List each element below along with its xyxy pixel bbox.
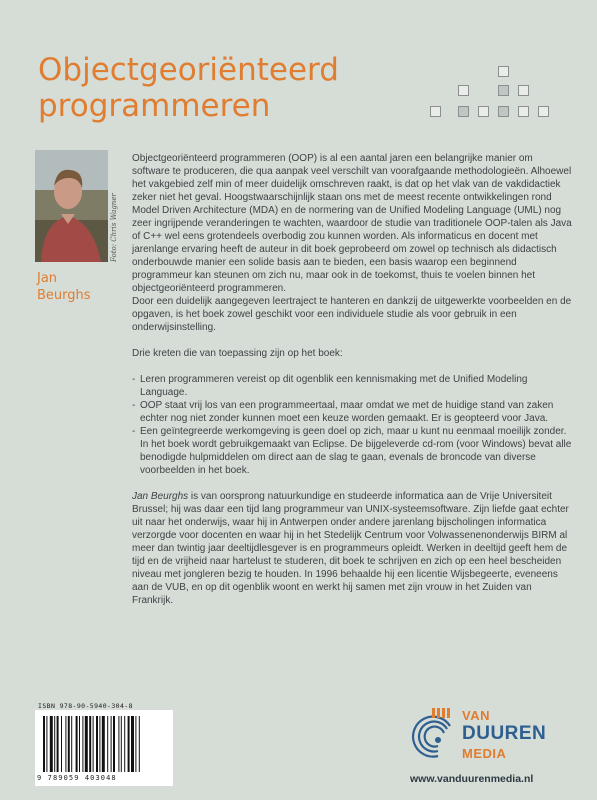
back-cover-text — [132, 152, 572, 607]
barcode-digits: 9 789059 403048 — [37, 774, 117, 782]
bullet-list — [132, 373, 572, 477]
photo-credit: Foto: Chris Wagner — [110, 193, 118, 262]
bullet-item: - OOP staat vrij los van een programmeertaal, maar omdat we met de huidige stand van zaken echter nog niet zonder kunnen moet een keuze worden gemaakt. Er is geopteerd voor Java. — [132, 399, 572, 425]
publisher-swirl-icon — [410, 706, 460, 764]
intro-paragraph: Objectgeoriënteerd programmeren (OOP) is al een aantal jaren een belangrijke manier om software te produceren, die qua aanpak veel verschilt van voorafgaande methodologieën. Alhoewel het vakgebied zelf min of meer duidelijk omschreven raakt, is dat op het vlak van de vakdidactiek zeker niet het geval. Hoogstwaarschijnlijk staan ons met de meest recente ontwikkelingen rond Model Driven Architecture (MDA) en de normering van de Unified Modeling Language (UML) nog zeer ingrijpende veranderingen te wachten, waardoor de studie van traditionele OOP-talen als Java of C++ wel eens grotendeels overbodig zou kunnen worden. Als informaticus en docent met jarenlange ervaring heeft de auteur in dit boek geprobeerd om zowel op technisch als didactisch onderbouwde manier een solide basis aan te bieden, een basis waarop een beginnend programmeur kan steunen om zich nu, maar ook in de toekomst, thuis te voelen binnen het objectgeoriënteerd programmeren. — [132, 153, 572, 294]
author-bio — [132, 490, 572, 607]
author-name — [37, 270, 91, 304]
author-photo — [35, 150, 108, 262]
author-first-name: Jan — [37, 271, 58, 286]
title-line-1: Objectgeoriënteerd — [38, 52, 339, 88]
isbn-label: ISBN 978-90-5940-304-8 — [38, 702, 133, 710]
bio-author-name: Jan Beurghs — [132, 491, 189, 502]
book-title — [38, 52, 339, 124]
bio-text: is van oorsprong natuurkundige en studeerde informatica aan de Vrije Universiteit Brussel; hij was daar een tijd lang programmeur van UNIX-systeemsoftware. Zijn liefde gaat echter uit naar het onderwijs, waar hij in Antwerpen onder andere jarenlang bijscholingen informatica verzorgde voor docenten en waar hij in het Stedelijk Centrum voor Volwassenenonderwijs BIRM al meer dan twintig jaar deeltijdlesgever is en programmeurs opleidt. Werken in deeltijd geeft hem de tijd en de vrijheid naar hartelust te studeren, dit boek te schrijven en zich op een heel bescheiden niveau met jongleren bezig te houden. In 1996 behaalde hij een licentie Wijsbegeerte, eveneens aan de VUB, en op dit ogenblik woont en werkt hij samen met zijn vrouw in het Zuiden van Frankrijk. — [132, 491, 569, 606]
barcode-icon — [41, 716, 167, 774]
logo-duuren: DUUREN — [462, 723, 547, 744]
publisher-url[interactable]: www.vanduurenmedia.nl — [410, 773, 534, 785]
bullet-item: - Een geïntegreerde werkomgeving is geen doel op zich, maar u kunt nu eenmaal moeilijk zonder. In het boek wordt gebruikgemaakt van Eclipse. De bijgeleverde cd-rom (voor Windows) bevat alle benodigde hulpmiddelen om direct aan de slag te gaan, evenals de broncode van diverse voorbeelden in het boek. — [132, 425, 572, 477]
author-portrait-icon — [35, 150, 108, 262]
author-last-name: Beurghs — [37, 288, 91, 303]
decorative-squares — [430, 60, 590, 130]
bullets-lead: Drie kreten die van toepassing zijn op het boek: — [132, 348, 343, 359]
publisher-logo[interactable] — [410, 706, 580, 766]
bullet-item: - Leren programmeren vereist op dit ogenblik een kennismaking met de Unified Modeling Language. — [132, 373, 572, 399]
logo-van: VAN — [462, 708, 490, 723]
intro-paragraph-2: Door een duidelijk aangegeven leertraject te hanteren en dankzij de uitgewerkte voorbeelden en de opgaven, is het boek zowel geschikt voor een individuele studie als voor gebruik in een onderwijsinstelling. — [132, 296, 572, 333]
title-line-2: programmeren — [38, 88, 271, 124]
barcode — [35, 710, 173, 786]
logo-media: MEDIA — [462, 746, 507, 761]
